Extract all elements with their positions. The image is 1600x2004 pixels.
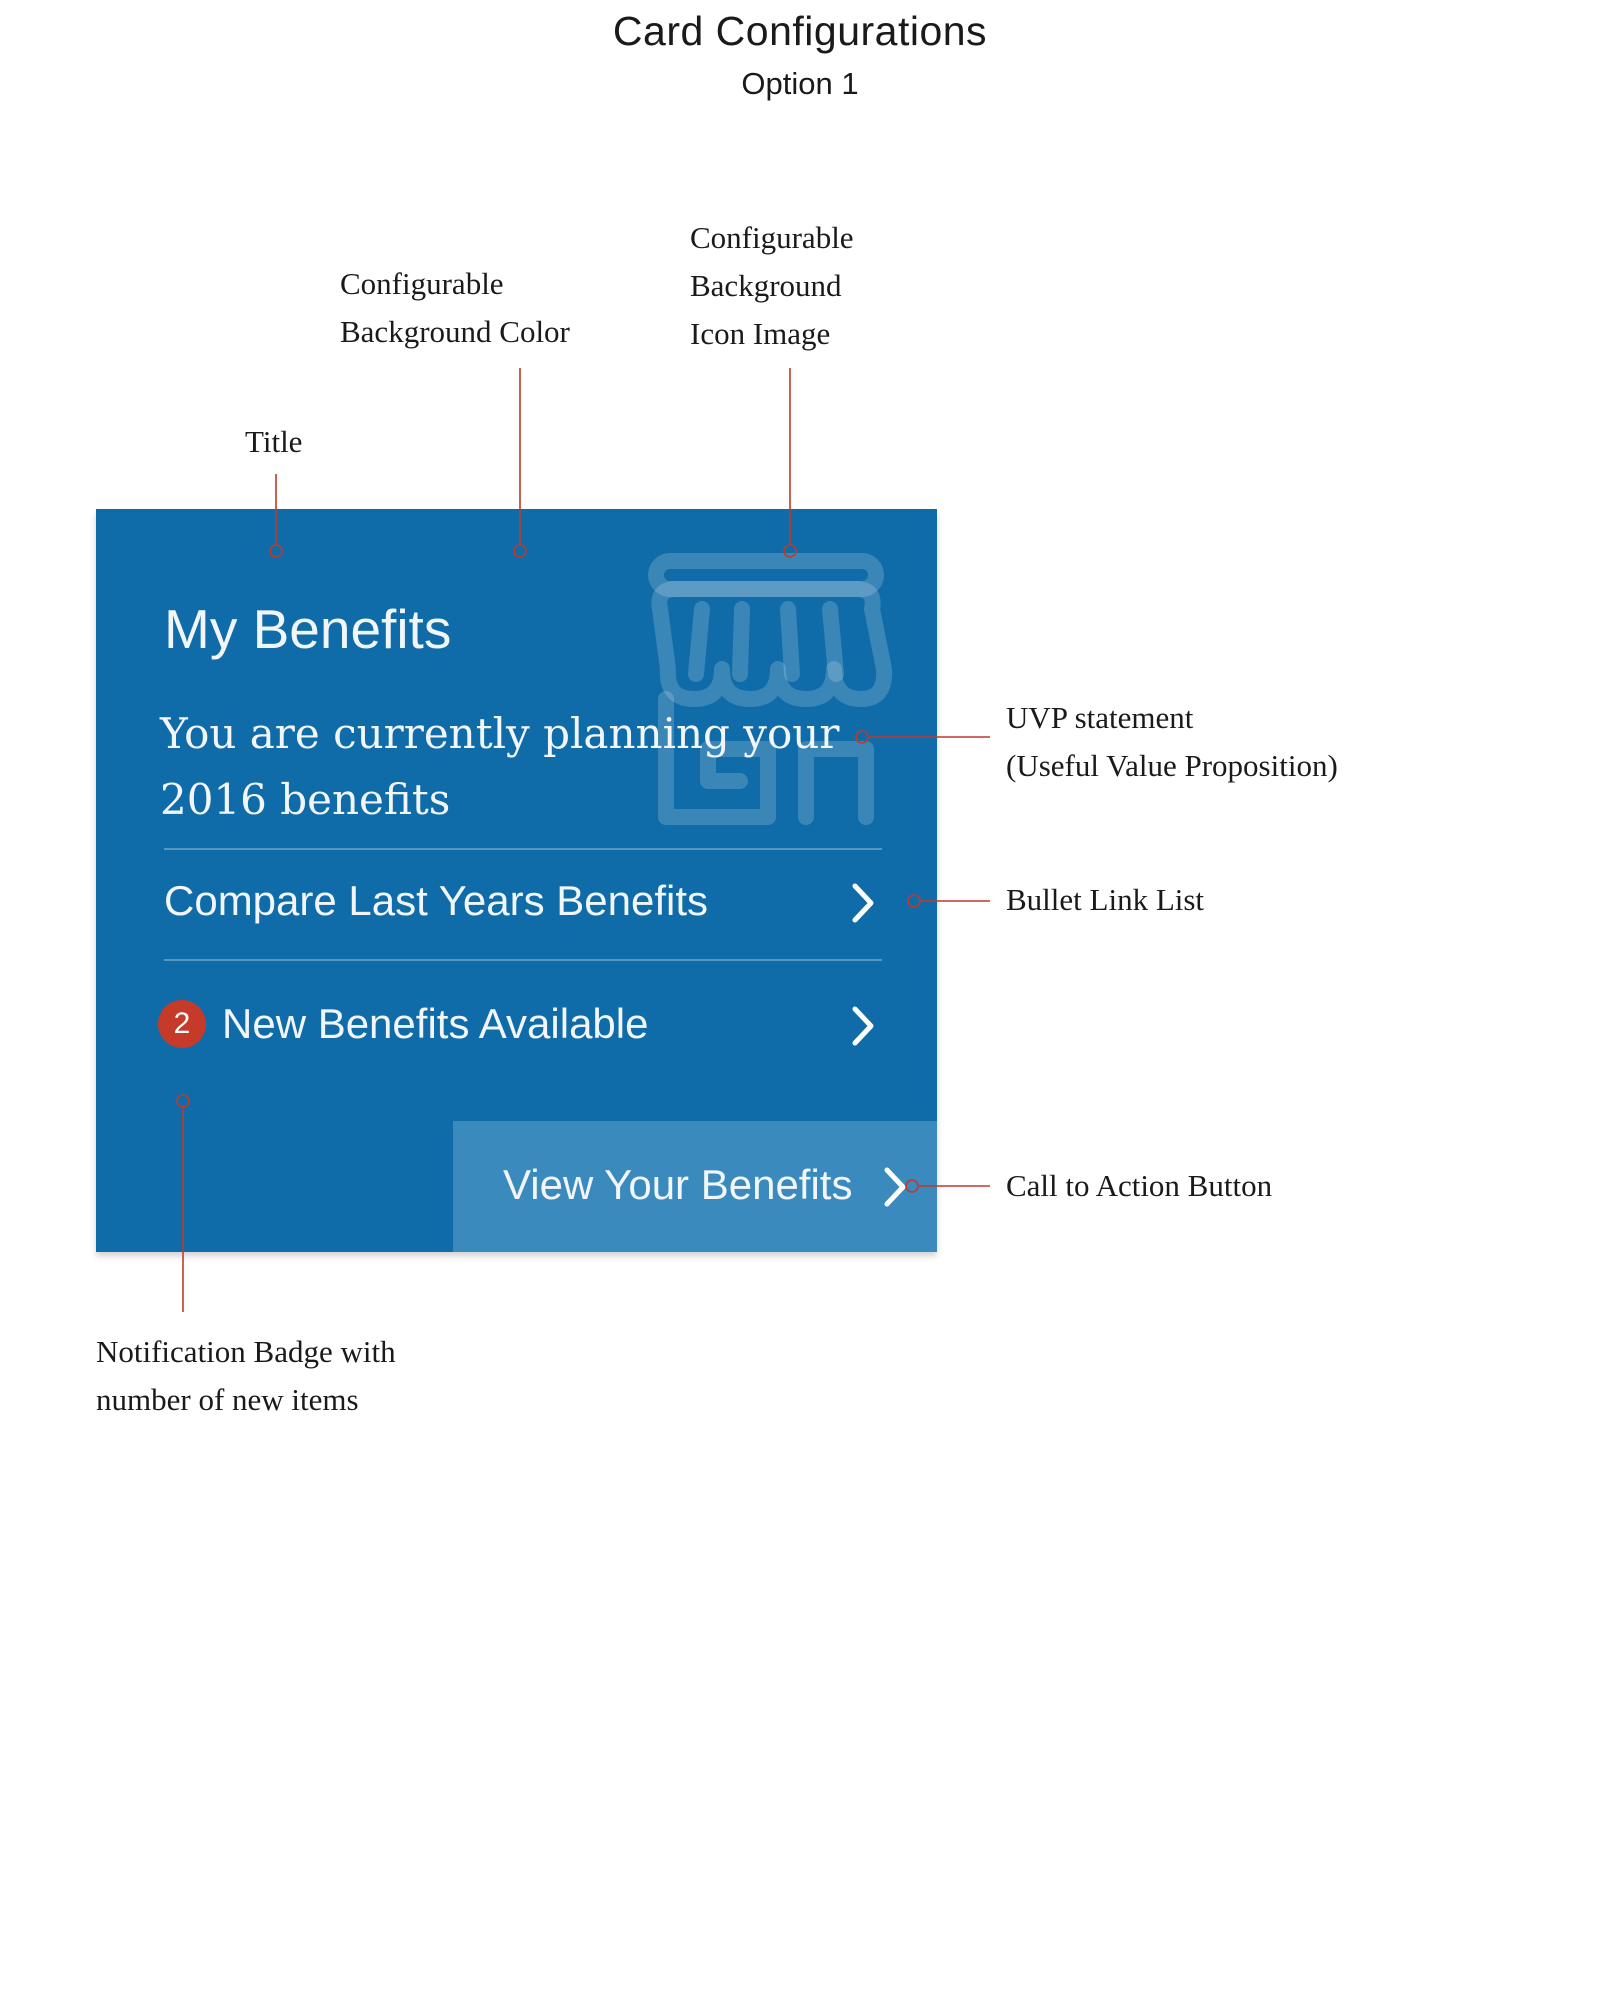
link-divider xyxy=(164,959,882,961)
chevron-right-icon xyxy=(850,882,876,924)
view-your-benefits-button[interactable] xyxy=(453,1121,937,1252)
callout-title: Title xyxy=(245,424,303,459)
cta-label: View Your Benefits xyxy=(503,1161,853,1208)
link-label: New Benefits Available xyxy=(222,1000,649,1047)
link-compare-last-years-benefits[interactable] xyxy=(164,866,882,936)
chevron-right-icon xyxy=(850,1005,876,1047)
chevron-right-icon xyxy=(882,1166,908,1208)
link-new-benefits-available[interactable] xyxy=(164,989,882,1059)
callout-background-color: Configurable Background Color xyxy=(340,266,570,349)
callout-cta: Call to Action Button xyxy=(1006,1168,1273,1203)
page-subtitle: Option 1 xyxy=(741,66,859,101)
callout-uvp: UVP statement (Useful Value Proposition) xyxy=(1006,700,1338,783)
notification-badge: 2 xyxy=(158,1000,206,1048)
uvp-statement: You are currently planning your 2016 benefits xyxy=(160,709,840,824)
benefits-card xyxy=(96,509,937,1252)
page-title: Card Configurations xyxy=(612,8,988,54)
callout-bullet-links: Bullet Link List xyxy=(1006,882,1205,917)
card-title: My Benefits xyxy=(164,598,452,660)
callout-badge: Notification Badge with number of new items xyxy=(96,1334,396,1417)
link-label: Compare Last Years Benefits xyxy=(164,877,708,924)
callout-background-icon: Configurable Background Icon Image xyxy=(690,220,854,351)
link-divider xyxy=(164,848,882,850)
